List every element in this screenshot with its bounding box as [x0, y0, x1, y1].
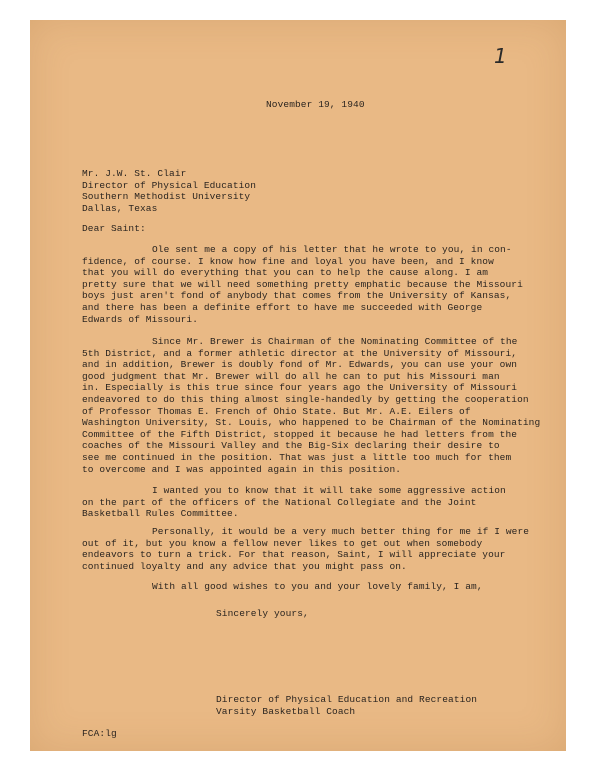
- complimentary-close: Sincerely yours,: [216, 608, 309, 619]
- paragraph-line: With all good wishes to you and your lovely family, I am,: [152, 581, 483, 592]
- paragraph-line: Basketball Rules Committee.: [82, 508, 239, 520]
- paragraph-line: Personally, it would be a very much better thing for me if I were: [152, 526, 530, 537]
- paragraph-line: 5th District, and a former athletic director at the University of Missouri,: [82, 347, 518, 359]
- paragraph-line: pretty sure that we will need something pretty emphatic because the Missouri: [82, 278, 523, 290]
- letter-date: November 19, 1940: [266, 99, 365, 110]
- paragraph-line: Committee of the Fifth District, stopped it because he had letters from the: [82, 428, 518, 440]
- paragraph-line: to overcome and I was appointed again in this position.: [82, 463, 402, 475]
- paragraph-line: fidence, of course. I know how fine and loyal you have been, and I know: [82, 255, 494, 267]
- recipient-institution: Southern Methodist University: [82, 191, 251, 203]
- paragraph-line: continued loyalty and any advice that you might pass on.: [82, 560, 407, 572]
- body-paragraph: [82, 485, 512, 520]
- paragraph-line: Washington University, St. Louis, who happened to be Chairman of the Nominating: [82, 417, 541, 429]
- paragraph-line: boys just aren't fond of anybody that comes from the University of Kansas,: [82, 290, 512, 302]
- paragraph-line: Ole sent me a copy of his letter that he wrote to you, in con-: [152, 244, 512, 255]
- paragraph-line: out of it, but you know a fellow never likes to get out when somebody: [82, 537, 483, 549]
- body-paragraph: [82, 336, 541, 475]
- salutation: Dear Saint:: [82, 223, 146, 234]
- recipient-city: Dallas, Texas: [82, 202, 158, 214]
- paragraph-line: coaches of the Missouri Valley and the Big-Six declaring their desire to: [82, 440, 500, 452]
- paragraph-line: of Professor Thomas E. French of Ohio State. But Mr. A.E. Eilers of: [82, 405, 471, 417]
- paragraph-line: see me continued in the position. That was just a little too much for them: [82, 451, 512, 463]
- paragraph-line: on the part of the officers of the National Collegiate and the Joint: [82, 496, 477, 508]
- paragraph-line: endeavored to do this thing almost single-handedly by getting the cooperation: [82, 393, 529, 405]
- recipient-name: Mr. J.W. St. Clair: [82, 168, 187, 179]
- body-paragraph: [82, 244, 523, 325]
- reference-initials: FCA:lg: [82, 728, 117, 739]
- paragraph-line: Edwards of Missouri.: [82, 313, 199, 325]
- paragraph-line: and there has been a definite effort to have me succeeded with George: [82, 301, 483, 313]
- paragraph-line: in. Especially is this true since four years ago the University of Missouri: [82, 382, 518, 394]
- body-paragraph: [82, 526, 530, 572]
- paragraph-line: that you will do everything that you can to help the cause along. I am: [82, 267, 489, 279]
- signature-role: Varsity Basketball Coach: [216, 705, 356, 717]
- body-paragraph: [82, 581, 512, 593]
- recipient-address: [82, 168, 256, 214]
- recipient-title: Director of Physical Education: [82, 179, 257, 191]
- signature-block: [216, 694, 477, 717]
- paragraph-line: good judgment that Mr. Brewer will do all he can to put his Missouri man: [82, 370, 500, 382]
- paragraph-line: endeavors to turn a trick. For that reason, Saint, I will appreciate your: [82, 549, 506, 561]
- paragraph-line: I wanted you to know that it will take some aggressive action: [152, 485, 506, 496]
- handwritten-page-number: 1: [494, 44, 507, 68]
- paragraph-line: and in addition, Brewer is doubly fond of Mr. Edwards, you can use your own: [82, 359, 518, 371]
- paragraph-line: Since Mr. Brewer is Chairman of the Nominating Committee of the: [152, 336, 518, 347]
- signature-title: Director of Physical Education and Recreation: [216, 694, 478, 705]
